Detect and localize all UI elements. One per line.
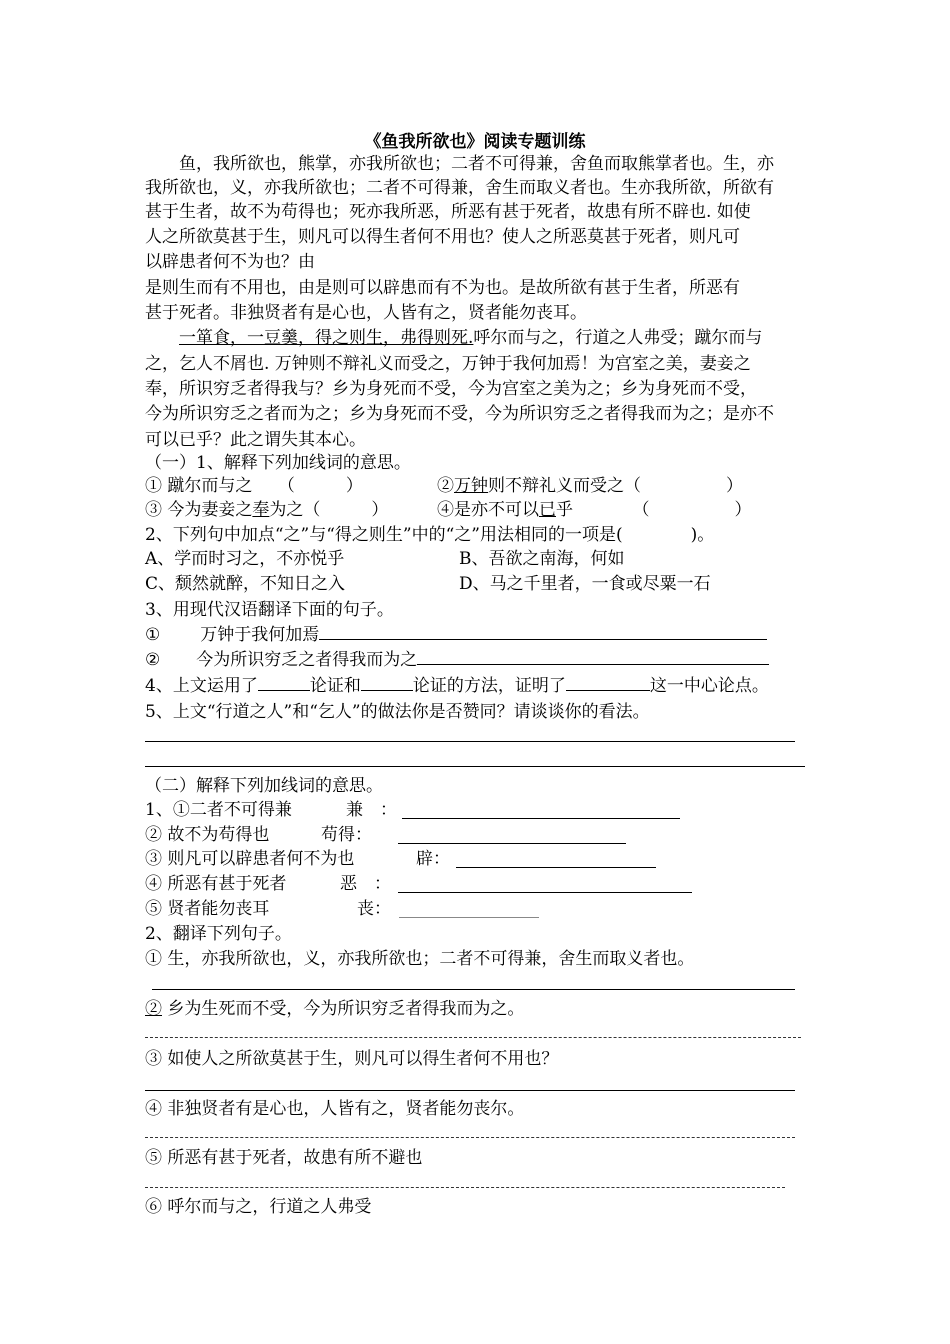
answer-blank[interactable] [258, 674, 310, 691]
question-5: 5、上文“行道之人”和“乞人”的做法你是否赞同？请谈谈你的看法。 [145, 702, 650, 722]
translate-sentence: ⑥ 呼尔而与之，行道之人弗受 [145, 1197, 372, 1217]
question-text: ③ 今为妻妾之 [145, 500, 253, 520]
vocab-word-label: 辟： [416, 849, 450, 869]
underlined-word: 万钟 [454, 476, 488, 496]
question-1a: ① 蹴尔而与之 （ ） [145, 476, 363, 496]
vocab-word [416, 847, 450, 871]
answer-line[interactable] [456, 867, 656, 868]
part2-heading: （二）解释下列加线词的意思。 [145, 776, 383, 796]
translate-sentence: ① 生，亦我所欲也，义，亦我所欲也；二者不可得兼，舍生而取义者也。 [145, 949, 695, 969]
passage-line: 是则生而有不用也，由是则可以辟患而有不为也。是故所欲有甚于生者，所恶有 [145, 278, 740, 298]
question-number: ② [145, 650, 161, 670]
passage-line: 甚于死者。非独贤者有是心也，人皆有之，贤者能勿丧耳。 [145, 303, 587, 323]
passage-text: 呼尔而与之，行道之人弗受；蹴尔而与 [473, 328, 763, 348]
question-text: 万钟于我何加焉 [200, 625, 320, 645]
answer-line[interactable] [145, 1137, 795, 1138]
question-1b [437, 474, 743, 498]
question-1c [145, 498, 388, 522]
sentence-text: 乡为生死而不受，今为所识穷乏者得我而为之。 [167, 999, 525, 1019]
question-3a [145, 623, 767, 647]
passage-line: 今为所识穷乏之者而为之；乡为身死而不受，今为所识穷乏之者得我而为之；是亦不 [145, 404, 774, 424]
passage-line: 鱼，我所欲也，熊掌，亦我所欲也；二者不可得兼，舍鱼而取熊掌者也。生，亦 [145, 154, 774, 174]
question-number: ② [437, 476, 454, 496]
vocab-item [145, 823, 269, 847]
vocab-sentence: ⑤ 贤者能勿丧耳 [145, 899, 270, 919]
answer-line[interactable] [399, 917, 539, 918]
answer-line[interactable] [402, 818, 680, 819]
answer-line[interactable] [145, 741, 795, 742]
question-text: 这一中心论点。 [649, 676, 769, 696]
vocab-item [145, 897, 269, 921]
question-text: 为之（ ） [269, 500, 389, 520]
question-text: 乎 （ ） [556, 500, 752, 520]
question-2-heading: 2、翻译下列句子。 [145, 924, 292, 944]
question-4 [145, 674, 769, 698]
vocab-sentence: ④ 所恶有甚于死者 [145, 874, 287, 894]
vocab-word-label: 兼 ： [346, 800, 397, 820]
answer-line[interactable] [398, 843, 626, 844]
question-text: 则不辩礼义而受之（ ） [488, 476, 743, 496]
option-d: D、马之千里者，一食或尽粟一石 [459, 574, 711, 594]
vocab-word-label: 苟得： [321, 825, 372, 845]
option-b: B、吾欲之南海，何如 [459, 549, 625, 569]
vocab-word-label: 恶 ： [340, 874, 391, 894]
vocab-sentence: ③ 则凡可以辟患者何不为也 [145, 849, 355, 869]
page-title: 《鱼我所欲也》阅读专题训练 [364, 132, 586, 152]
passage-line: 甚于生者，故不为苟得也；死亦我所恶，所恶有甚于死者，故患有所不辟也. 如使 [145, 202, 751, 222]
question-3b [145, 648, 769, 672]
vocab-sentence: 1、①二者不可得兼 [145, 800, 292, 820]
answer-line[interactable] [145, 1187, 785, 1188]
answer-blank[interactable] [319, 623, 767, 640]
question-number: ① [145, 625, 161, 645]
question-text: 4、上文运用了 [145, 676, 258, 696]
vocab-word [357, 897, 391, 921]
part1-heading: （一）1、解释下列加线词的意思。 [145, 453, 411, 473]
sentence-number: ② [145, 999, 162, 1019]
passage-line: 人之所欲莫甚于生，则凡可以得生者何不用也？使人之所恶莫甚于死者，则凡可 [145, 227, 740, 247]
translate-sentence: ⑤ 所恶有甚于死者，故患有所不避也 [145, 1148, 423, 1168]
translate-sentence: ③ 如使人之所欲莫甚于生，则凡可以得生者何不用也？ [145, 1049, 559, 1069]
vocab-word [346, 798, 397, 822]
passage-line [145, 326, 762, 350]
answer-line[interactable] [145, 1090, 795, 1091]
vocab-word [321, 823, 372, 847]
option-a: A、学而时习之，不亦悦乎 [145, 549, 345, 569]
answer-blank[interactable] [417, 648, 769, 665]
vocab-word-label: 丧： [357, 899, 391, 919]
passage-line: 之，乞人不屑也. 万钟则不辩礼义而受之，万钟于我何加焉！为宫室之美，妻妾之 [145, 354, 751, 374]
question-text: ④是亦不可以 [437, 500, 539, 520]
vocab-sentence: ② 故不为苟得也 [145, 825, 270, 845]
answer-blank[interactable] [361, 674, 413, 691]
underlined-word: 已 [539, 500, 556, 520]
question-text: 论证和 [309, 676, 361, 696]
vocab-item [145, 798, 292, 822]
question-text: 论证的方法，证明了 [412, 676, 566, 696]
question-2: 2、下列句中加点“之”与“得之则生”中的“之”用法相同的一项是( )。 [145, 525, 715, 545]
passage-line: 奉，所识穷乏者得我与？乡为身死而不受，今为宫室之美为之；乡为身死而不受， [145, 379, 757, 399]
answer-line[interactable] [152, 989, 795, 990]
passage-line: 可以已乎？此之谓失其本心。 [145, 430, 366, 450]
question-3: 3、用现代汉语翻译下面的句子。 [145, 600, 394, 620]
translate-sentence [145, 997, 524, 1021]
passage-line: 我所欲也，义，亦我所欲也；二者不可得兼，舍生而取义者也。生亦我所欲，所欲有 [145, 178, 774, 198]
underlined-word: 奉 [252, 500, 270, 520]
passage-line: 以辟患者何不为也？由 [145, 252, 315, 272]
answer-line[interactable] [145, 766, 805, 767]
underlined-sentence: 一箪食，一豆羹，得之则生，弗得则死. [179, 328, 474, 348]
vocab-word [340, 872, 391, 896]
answer-line[interactable] [145, 1037, 801, 1038]
option-c: C、颓然就醉，不知日之入 [145, 574, 346, 594]
question-text: 今为所识穷乏之者得我而为之 [196, 650, 418, 670]
answer-blank[interactable] [566, 674, 650, 691]
answer-line[interactable] [398, 892, 692, 893]
translate-sentence: ④ 非独贤者有是心也，人皆有之，贤者能勿丧尔。 [145, 1099, 525, 1119]
question-1d [437, 498, 752, 522]
vocab-item [145, 872, 286, 896]
vocab-item [145, 847, 354, 871]
